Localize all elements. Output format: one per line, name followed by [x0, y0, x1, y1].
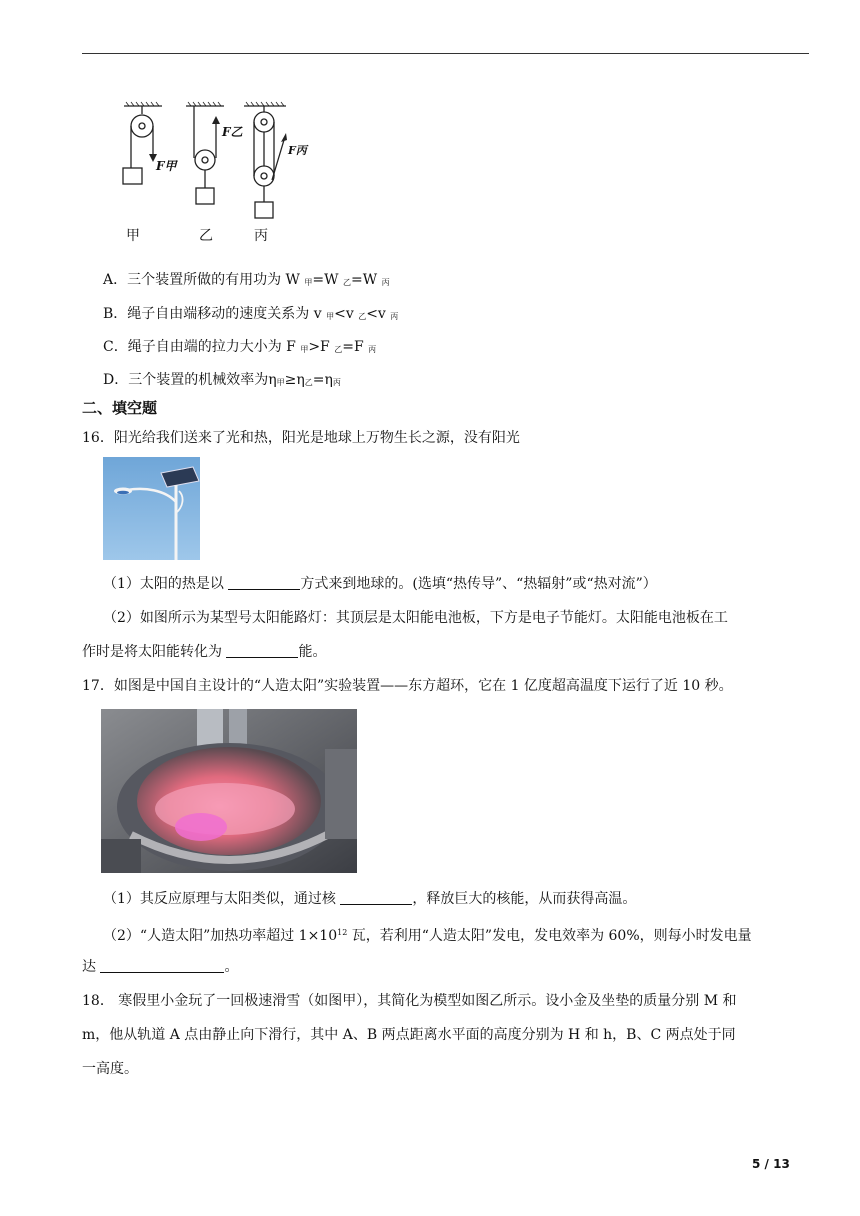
blank-q17-2[interactable]: [100, 958, 224, 973]
option-b: B．绳子自由端移动的速度关系为 v $_甲$<v $_乙$<v $_丙$: [103, 306, 399, 322]
tokamak-photo: [101, 709, 357, 873]
section-heading: 二、填空题: [82, 399, 158, 417]
force-label-bing: F丙: [288, 144, 307, 157]
q16-part1: （1）太阳的热是以 方式来到地球的。(选填“热传导”、“热辐射”或“热对流”）: [103, 576, 657, 592]
option-a: A．三个装置所做的有用功为 W $_甲$=W $_乙$=W $_丙$: [103, 272, 390, 288]
q17-part2-line1: （2）“人造太阳”加热功率超过 $1\times 10^{12}$ 瓦，若利用“人造太阳”发电，发电效率为 60%，则每小时发电量: [103, 928, 752, 944]
q16-stem: 16．阳光给我们送来了光和热，阳光是地球上万物生长之源，没有阳光: [82, 430, 520, 446]
q16-part2-line2: 作时是将太阳能转化为 能。: [82, 644, 327, 660]
fig-label-bing: 丙: [254, 228, 268, 244]
q16-part2-line1: （2）如图所示为某型号太阳能路灯：其顶层是太阳能电池板，下方是电子节能灯。太阳能电池板在工: [103, 610, 728, 626]
fig-label-yi: 乙: [199, 228, 213, 244]
option-d: D．三个装置的机械效率为$\eta_甲\ge\eta_乙=\eta_丙$: [103, 372, 341, 388]
force-label-yi: F乙: [222, 125, 243, 139]
q17-stem: 17．如图是中国自主设计的“人造太阳”实验装置——东方超环，它在 1 亿度超高温度下运行了近 10 秒。: [82, 678, 733, 694]
q18-line2: m，他从轨道 A 点由静止向下滑行，其中 A、B 两点距离水平面的高度分别为 H 和 h，B、C 两点处于同: [82, 1027, 736, 1043]
q18-line1: 18． 寒假里小金玩了一回极速滑雪（如图甲），其简化为模型如图乙所示。设小金及坐垫的质量分别 M 和: [82, 993, 737, 1009]
solar-street-lamp-photo: [103, 457, 200, 560]
blank-q17-1[interactable]: [340, 890, 412, 905]
q18-line3: 一高度。: [82, 1061, 138, 1077]
q17-part1: （1）其反应原理与太阳类似，通过核 ，释放巨大的核能，从而获得高温。: [103, 891, 637, 907]
blank-q16-2[interactable]: [226, 643, 298, 658]
force-label-jia: F甲: [156, 159, 177, 173]
blank-q16-1[interactable]: [228, 575, 300, 590]
q17-part2-line2: 达 。: [82, 959, 239, 975]
option-c: C．绳子自由端的拉力大小为 F $_甲$>F $_乙$=F $_丙$: [103, 339, 377, 355]
fig-label-jia: 甲: [126, 228, 140, 244]
page-number: 5 / 13: [752, 1157, 790, 1171]
pulley-diagram: [116, 96, 307, 248]
header-rule: [82, 53, 809, 54]
